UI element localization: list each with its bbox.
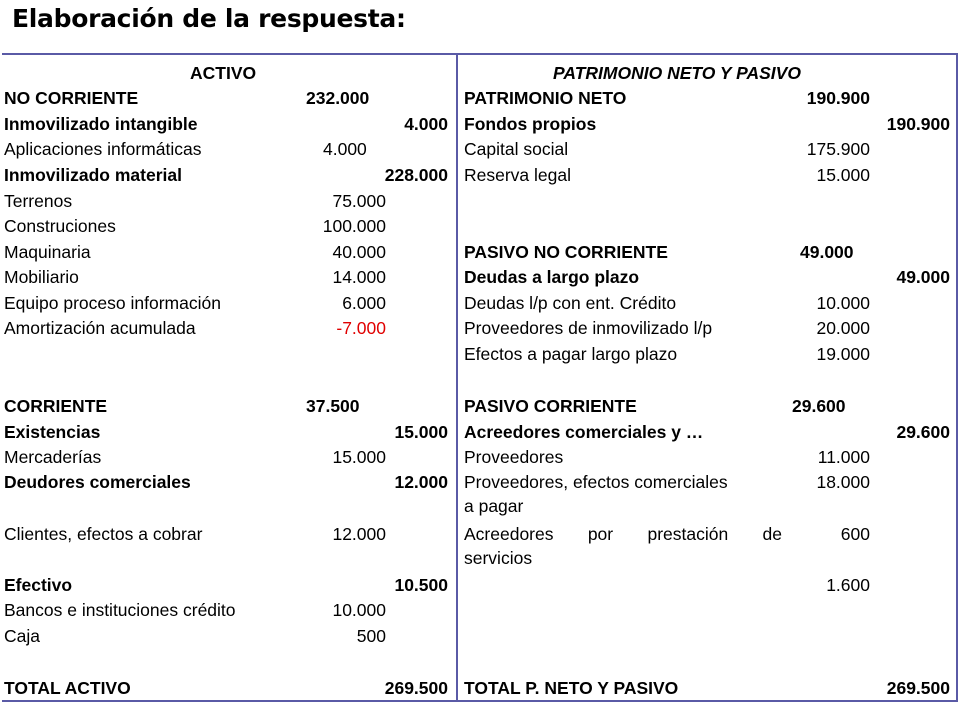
maquinaria-value: 40.000: [332, 242, 386, 262]
patrimonio-neto-label: PATRIMONIO NETO: [464, 88, 627, 108]
deudas-lp-label: Deudas a largo plazo: [464, 267, 640, 287]
column-divider: [456, 53, 458, 702]
no-corriente-value: 232.000: [306, 88, 370, 108]
reserva-legal-label: Reserva legal: [464, 165, 571, 185]
proveedores-label: Proveedores: [464, 447, 564, 467]
terrenos-label: Terrenos: [4, 191, 73, 211]
pasivo-no-corriente-value: 49.000: [800, 242, 854, 262]
total-activo-value: 269.500: [384, 678, 448, 698]
acreedores-label: Acreedores comerciales y …: [464, 422, 704, 442]
pasivo-corriente-label: PASIVO CORRIENTE: [464, 396, 637, 416]
equipo-label: Equipo proceso información: [4, 293, 221, 313]
amortizacion-label: Amortización acumulada: [4, 318, 196, 338]
deudores-label: Deudores comerciales: [4, 472, 191, 492]
acreedores-servicios-label-line2: servicios: [464, 548, 533, 568]
pasivo-header: PATRIMONIO NETO Y PASIVO: [553, 63, 801, 83]
efectivo-label: Efectivo: [4, 575, 73, 595]
efectivo-value: 10.500: [394, 575, 448, 595]
acreedores-servicios-value: 600: [840, 524, 870, 544]
reserva-legal-value: 15.000: [816, 165, 870, 185]
aplicaciones-informaticas-value: 4.000: [323, 139, 367, 159]
no-corriente-label: NO CORRIENTE: [4, 88, 139, 108]
terrenos-value: 75.000: [332, 191, 386, 211]
activo-header: ACTIVO: [190, 63, 257, 83]
corriente-label: CORRIENTE: [4, 396, 108, 416]
capital-social-value: 175.900: [806, 139, 870, 159]
pasivo-corriente-value: 29.600: [792, 396, 846, 416]
prov-efectos-label-line2: a pagar: [464, 496, 524, 516]
existencias-label: Existencias: [4, 422, 101, 442]
proveedores-value: 11.000: [817, 447, 870, 467]
amortizacion-value: -7.000: [336, 318, 386, 338]
pasivo-no-corriente-label: PASIVO NO CORRIENTE: [464, 242, 668, 262]
prov-efectos-label-line1: Proveedores, efectos comerciales: [464, 472, 728, 492]
corriente-value: 37.500: [306, 396, 360, 416]
clientes-value: 12.000: [332, 524, 386, 544]
acreedores-servicios-label-line1: Acreedores por prestación de: [464, 524, 782, 544]
inmovilizado-material-value: 228.000: [384, 165, 448, 185]
proveedores-inmov-value: 20.000: [816, 318, 870, 338]
mercaderias-label: Mercaderías: [4, 447, 102, 467]
deudores-value: 12.000: [394, 472, 448, 492]
inmovilizado-intangible-value: 4.000: [404, 114, 448, 134]
acreedores-value: 29.600: [896, 422, 950, 442]
inmovilizado-material-label: Inmovilizado material: [4, 165, 182, 185]
bancos-value: 10.000: [332, 600, 386, 620]
aplicaciones-informaticas-label: Aplicaciones informáticas: [4, 139, 202, 159]
fondos-propios-value: 190.900: [886, 114, 950, 134]
deudas-lp-value: 49.000: [896, 267, 950, 287]
total-activo-label: TOTAL ACTIVO: [4, 678, 131, 698]
extra-value: 1.600: [826, 575, 870, 595]
maquinaria-label: Maquinaria: [4, 242, 91, 262]
caja-label: Caja: [4, 626, 40, 646]
mercaderias-value: 15.000: [332, 447, 386, 467]
capital-social-label: Capital social: [464, 139, 569, 159]
bancos-label: Bancos e instituciones crédito: [4, 600, 236, 620]
total-pasivo-label: TOTAL P. NETO Y PASIVO: [464, 678, 679, 698]
mobiliario-value: 14.000: [332, 267, 386, 287]
prov-efectos-value: 18.000: [816, 472, 870, 492]
caja-value: 500: [356, 626, 386, 646]
deudas-ent-credito-value: 10.000: [816, 293, 870, 313]
fondos-propios-label: Fondos propios: [464, 114, 597, 134]
existencias-value: 15.000: [394, 422, 448, 442]
inmovilizado-intangible-label: Inmovilizado intangible: [4, 114, 198, 134]
clientes-label: Clientes, efectos a cobrar: [4, 524, 203, 544]
patrimonio-neto-value: 190.900: [806, 88, 870, 108]
construcciones-label: Construciones: [4, 216, 116, 236]
efectos-lp-value: 19.000: [816, 344, 870, 364]
page-title: Elaboración de la respuesta:: [12, 4, 406, 33]
construcciones-value: 100.000: [322, 216, 386, 236]
mobiliario-label: Mobiliario: [4, 267, 79, 287]
total-pasivo-value: 269.500: [886, 678, 950, 698]
deudas-ent-credito-label: Deudas l/p con ent. Crédito: [464, 293, 677, 313]
efectos-lp-label: Efectos a pagar largo plazo: [464, 344, 678, 364]
proveedores-inmov-label: Proveedores de inmovilizado l/p: [464, 318, 713, 338]
equipo-value: 6.000: [342, 293, 386, 313]
